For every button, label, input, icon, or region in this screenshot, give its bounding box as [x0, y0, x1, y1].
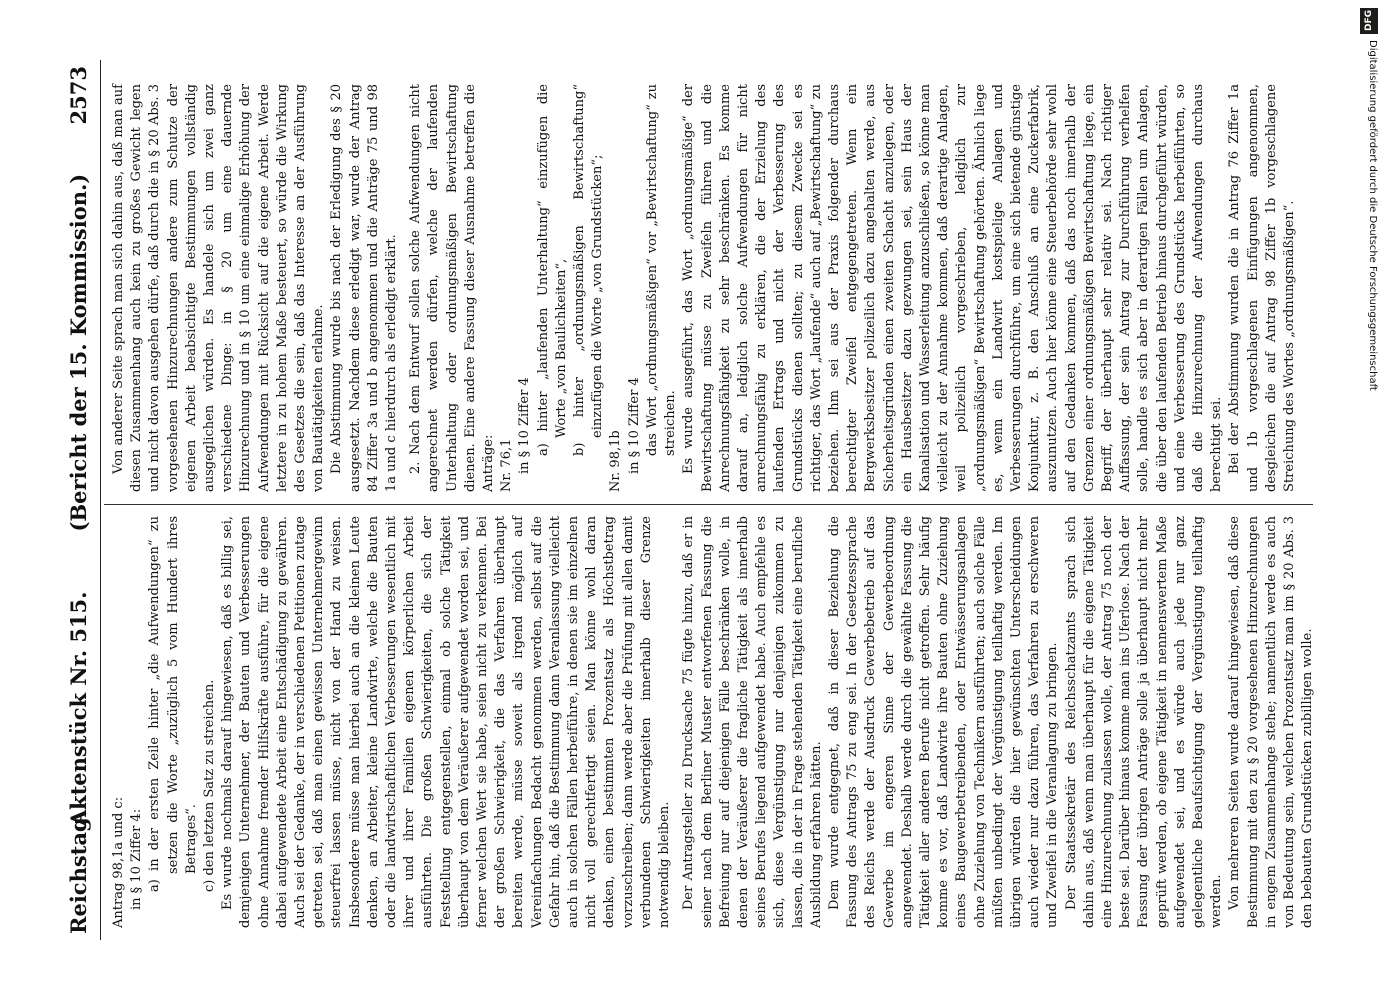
page-header	[60, 60, 101, 940]
paragraph: Es wurde nochmals darauf hingewiesen, daß es billig sei, demjenigen Unternehmer, der Bauten und Verbesserungen ohne Annahme fremder Hilfskräfte ausführe, für die eigene dabei aufgewendete Arbeit eine Entschädigung zu gewähren. Auch sei der Gedanke, der in verschiedenen Petitionen zutage getreten sei, daß man einen gewissen Unternehmergewinn steuerfrei lassen müsse, nicht von der Hand zu weisen. Insbesondere müsse man hierbei auch an die kleinen Leute denken, an Arbeiter, kleine Landwirte, welche die Bauten oder die landwirtschaftlichen Verbesserungen wesentlich mit ihrer und ihrer Familien eigenen körperlichen Arbeit ausführten. Die großen Schwierigkeiten, die sich der Feststellung entgegenstellen, einmal ob solche Tätigkeit überhaupt von dem Veräußerer aufgewendet worden sei, und ferner welchen Wert sie habe, seien nicht zu verkennen. Bei der großen Schwierigkeit, die das Verfahren überhaupt bereiten werde, müsse soweit als irgend möglich auf Vereinfachungen Bedacht genommen werden, selbst auf die Gefahr hin, daß die Bestimmung dann Veranlassung vielleicht auch in solchen Fällen herbeiführe, in denen sie im einzelnen nicht voll gerechtfertigt seien. Man könne wohl daran denken, einen bestimmten Prozentsatz als Höchstbetrag vorzuschreiben; dann werde aber die Prüfung mit allen damit verbundenen Schwierigkeiten innerhalb dieser Grenze notwendig bleiben.	[220, 516, 673, 928]
paragraph: a) in der ersten Zeile hinter „die Aufwendungen“ zu setzen die Worte „zuzüglich 5 vom Hundert ihres Betrages“.	[147, 516, 199, 892]
left-column	[110, 516, 1316, 928]
paragraph: in § 10 Ziffer 4:	[129, 808, 145, 910]
paragraph: Nr. 76,1	[499, 438, 515, 492]
paragraph: 2. Nach dem Entwurf sollen solche Aufwendungen nicht angerechnet werden dürfen, welche der laufenden Unterhaltung oder ordnungsmäßigen Bewirtschaftung dienen. Eine andere Fassung dieser Ausnahme betreffen die Anträge:	[408, 84, 497, 492]
paragraph: Von anderer Seite sprach man sich dahin aus, daß man auf diesen Zusammenhang auch kein zu großes Gewicht legen und nicht davon ausgehen dürfe, daß durch die in § 20 Abs. 3 vorgesehenen Hinzurechnungen andere zum Schutze der eigenen Arbeit beabsichtigte Bestimmungen vollständig ausgeglichen würden. Es handele sich um zwei ganz verschiedene Dinge: in § 20 um eine dauernde Hinzurechnung und in § 10 um eine einmalige Erhöhung der Aufwendungen mit Rücksicht auf die eigene Arbeit. Werde letztere in zu hohem Maße besteuert, so würde die Wirkung des Gesetzes die sein, daß das Interesse an der Ausführung von Bautätigkeiten erlahme.	[111, 84, 327, 492]
paragraph: in § 10 Ziffer 4	[626, 377, 642, 474]
header-document-number: Aktenstück Nr. 515.	[66, 591, 91, 827]
paragraph: das Wort „ordnungsmäßigen“ vor „Bewirtschaftung“ zu streichen.	[644, 84, 679, 456]
dfg-logo-text: DFG	[1364, 10, 1374, 32]
paragraph: Nr. 98,1b	[608, 430, 624, 492]
header-institution: Reichstag.	[66, 810, 91, 934]
paragraph: in § 10 Ziffer 4	[517, 377, 533, 474]
column-divider	[104, 504, 1313, 505]
paragraph: c) den letzten Satz zu streichen.	[202, 679, 218, 892]
paragraph: Antrag 98,1a und c:	[111, 796, 126, 928]
paragraph: Bei der Abstimmung wurden die in Antrag 76 Ziffer 1a und 1b vorgeschlagenen Einfügungen angenommen, desgleichen die auf Antrag 98 Ziffer 1b vorgeschlagene Streichung des Wortes „ordnungsmäßigen“.	[1227, 84, 1297, 492]
header-title	[66, 60, 91, 940]
paragraph: Der Antragsteller zu Drucksache 75 fügte hinzu, daß er in seiner nach dem Berliner Muster entworfenen Fassung die Befreiung nur auf diejenigen Fälle beschränken wolle, in denen der Veräußerer die fragliche Tätigkeit als innerhalb seines Berufes liegend aufgewendet habe. Auch empfehle es sich, diese Vergünstigung nur denjenigen zukommen zu lassen, die in der in Frage stehenden Tätigkeit eine berufliche Ausbildung erfahren hätten.	[681, 516, 824, 928]
digitization-credit: Digitalisierung gefördert durch die Deutsche Forschungsgemeinschaft	[1367, 40, 1378, 391]
paragraph: a) hinter „laufenden Unterhaltung“ einzufügen die Worte „von Baulichkeiten“,	[535, 84, 569, 456]
right-column	[110, 84, 1313, 492]
paragraph: b) hinter „ordnungsmäßigen Bewirtschaftung“ einzufügen die Worte „von Grundstücken“;	[572, 84, 606, 456]
paragraph: Es wurde ausgeführt, das Wort „ordnungsmäßige“ der Bewirtschaftung müsse zu Zweifeln führen und die Anrechnungsfähigkeit zu sehr beschränken. Es komme darauf an, lediglich solche Aufwendungen für nicht anrechnungsfähig zu erklären, die der Erzielung des laufenden Ertrags und nicht der Verbesserung des Grundstücks dienen sollten; zu diesem Zwecke sei es richtiger, das Wort „laufende“ auch auf „Bewirtschaftung“ zu beziehen. Ihm sei aus der Praxis folgender durchaus berechtigter Zweifel entgegengetreten. Wenn ein Bergwerksbesitzer polizeilich dazu angehalten werde, aus Sicherheitsgründen einen zweiten Schacht anzulegen, oder ein Hausbesitzer dazu gezwungen sei, sein Haus der Kanalisation und Wasserleitung anzuschließen, so könne man vielleicht zu der Annahme kommen, daß derartige Anlagen, weil polizeilich vorgeschrieben, lediglich zur „ordnungsmäßigen“ Bewirtschaftung gehörten. Ähnlich liege es, wenn ein Landwirt kostspielige Anlagen und Verbesserungen durchführe, um eine sich bietende günstige Konjunktur, z. B. den Anschluß an eine Zuckerfabrik, auszunutzen. Auch hier könne eine Steuerbehörde sehr wohl auf den Gedanken kommen, daß das noch innerhalb der Grenzen einer ordnungsmäßigen Bewirtschaftung liege, ein Begriff, der überhaupt sehr relativ sei. Nach richtiger Auffassung, der sein Antrag zur Durchführung verhelfen solle, handle es sich aber in derartigen Fällen um Anlagen, die über den laufenden Betrieb hinaus durchgeführt würden, und eine Verbesserung des Grundstücks herbeiführten, so daß die Hinzurechnung der Aufwendungen durchaus berechtigt sei.	[681, 84, 1225, 492]
page-number: 2573	[66, 66, 91, 125]
paragraph: Von mehreren Seiten wurde darauf hingewiesen, daß diese Bestimmung mit den zu § 20 vorgesehenen Hinzurechnungen in engem Zusammenhange stehe; namentlich werde es auch von Bedeutung sein, welchen Prozentsatz man im § 20 Abs. 3 den bebauten Grundstücken zubilligen wolle.	[1227, 516, 1316, 928]
dfg-logo	[1360, 8, 1378, 34]
paragraph: Der Staatssekretär des Reichsschatzamts sprach sich dahin aus, daß wenn man überhaupt für die eigene Tätigkeit eine Hinzurechnung zulassen wolle, der Antrag 75 noch der beste sei. Darüber hinaus komme man ins Uferlose. Nach der Fassung der übrigen Anträge solle ja überhaupt nicht mehr geprüft werden, ob eigene Tätigkeit in nennenswertem Maße aufgewendet sei, und es würde auch jede nur ganz gelegentliche Beaufsichtigung der Vergünstigung teilhaftig werden.	[1063, 516, 1225, 928]
header-commission: (Bericht der 15. Kommission.)	[66, 173, 91, 532]
paragraph: Die Abstimmung wurde bis nach der Erledigung des § 20 ausgesetzt. Nachdem diese erledigt war, wurde der Antrag 84 Ziffer 3a und b angenommen und die Anträge 75 und 98 1a und c hierdurch als erledigt erklärt.	[329, 84, 400, 492]
paragraph: Dem wurde entgegnet, daß in dieser Beziehung die Fassung des Antrags 75 zu eng sei. In der Gesetzessprache des Reichs werde der Ausdruck Gewerbebetrieb auf das Gewerbe im engeren Sinne der Gewerbeordnung angewendet. Deshalb werde durch die gewählte Fassung die Tätigkeit aller anderen Berufe nicht getroffen. Sehr häufig komme es vor, daß Landwirte ihre Bauten ohne Zuziehung eines Baugewerbetreibenden, oder Entwässerungsanlagen ohne Zuziehung von Technikern ausführten; auch solche Fälle müßten unbedingt der Vergünstigung teilhaftig werden. Im übrigen würden die hier gewünschten Unterscheidungen auch wieder nur dazu führen, das Verfahren zu erschweren und Zweifel in die Veranlagung zu bringen.	[826, 516, 1061, 928]
